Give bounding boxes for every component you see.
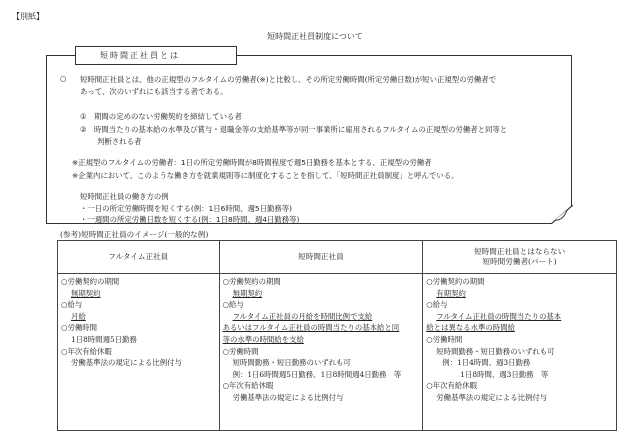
list-item: ○年次有給休暇 [426, 381, 478, 391]
cell-part-time [423, 274, 617, 431]
definition-label [75, 46, 237, 65]
list-item: 労働基準法の規定による比例付与 [436, 392, 548, 402]
list-item: フルタイム正社員の月給を時間比例で支給 [232, 311, 373, 321]
list-item: 短時間勤務・短日勤務のいずれも可 [436, 346, 555, 356]
list-item: 有期契約 [436, 288, 466, 298]
list-item: ○年次有給休暇 [61, 346, 112, 356]
lead-line-2: あって、次のいずれにも該当する者である。 [80, 87, 228, 96]
list-item: ○労働契約の期間 [426, 277, 485, 286]
definition-label-text: 短時間正社員とは [100, 51, 180, 60]
condition-item-2-line-2: 判断される者 [97, 137, 142, 146]
table-header-row [58, 241, 617, 274]
cell-fulltime [58, 274, 220, 431]
comparison-table [57, 240, 617, 431]
list-item: ○給与 [222, 300, 244, 310]
list-item: 労働基準法の規定による比例付与 [71, 358, 182, 368]
reference-subtitle: (参考)短時間正社員のイメージ(一般的な例) [60, 230, 209, 239]
list-item: フルタイム正社員の時間当たりの基本 [436, 311, 562, 321]
list-item: 等の水準の時間給を支給 [222, 334, 304, 344]
cell-short-time-regular [219, 274, 423, 431]
example-2: ・一週間の所定労働日数を短くする(例：1日8時間、週4日勤務等) [80, 215, 300, 224]
list-item: 月給 [71, 311, 86, 321]
header-part-time-line-1: 短時間正社員とはならない [474, 247, 566, 256]
header-fulltime: フルタイム正社員 [58, 241, 220, 274]
condition-item-1: ① 期間の定めのない労働契約を締結している者 [80, 112, 242, 121]
examples-title: 短時間正社員の働き方の例 [80, 192, 169, 201]
list-item: ○労働契約の期間 [222, 277, 281, 286]
page-title: 短時間正社員制度について [267, 32, 363, 41]
list-item: 短時間勤務・短日勤務のいずれも可 [232, 358, 351, 368]
note-1: ※正規型のフルタイムの労働者：1日の所定労働時間が8時間程度で週5日勤務を基本とする、正規型の労働者 [72, 158, 432, 167]
header-part-time [423, 241, 617, 274]
list-item: 例：1日4時間、週3日勤務 [442, 358, 531, 368]
list-item: ○給与 [426, 300, 448, 310]
list-item: 1日8時間、週3日勤務 等 [460, 369, 549, 379]
list-item: ○労働時間 [222, 346, 259, 356]
list-item: ○年次有給休暇 [222, 381, 274, 391]
header-short-time-regular: 短時間正社員 [219, 241, 423, 274]
header-part-time-line-2: 短時間労働者(パート) [482, 257, 557, 266]
list-item: 無期契約 [232, 288, 263, 298]
folded-corner-icon [551, 205, 573, 224]
lead-line-1: 短時間正社員とは、他の正規型のフルタイムの労働者(※)と比較し、その所定労働時間(所定労働日数)が短い正規型の労働者で [80, 75, 497, 84]
list-item: 例：1日6時間週5日勤務、1日8時間週4日勤務 等 [232, 369, 402, 379]
list-item: ○労働時間 [61, 323, 98, 333]
list-item: ○給与 [61, 300, 83, 310]
condition-item-2-line-1: ② 時間当たりの基本給の水準及び賞与・退職金等の支給基準等が同一事業所に雇用されるフルタイムの正規型の労働者と同等と [80, 125, 508, 134]
list-item: 給とは異なる水準の時間給 [426, 323, 515, 333]
list-item: 1日8時間週5日勤務 [71, 334, 137, 344]
list-item: あるいはフルタイム正社員の時間当たりの基本給と同 [222, 323, 400, 333]
example-1: ・一日の所定労働時間を短くする(例：1日6時間、週5日勤務等) [80, 204, 293, 213]
list-item: ○労働時間 [426, 334, 463, 344]
attachment-tag: 【別紙】 [12, 12, 44, 21]
list-item: 無期契約 [71, 288, 101, 298]
note-2: ※企業内において、このような働き方を就業規則等に制度化することを指して、「短時間正社員制度」と呼んでいる。 [72, 171, 459, 180]
lead-marker: ○ [60, 74, 67, 83]
list-item: ○労働契約の期間 [61, 277, 120, 286]
list-item: 労働基準法の規定による比例付与 [232, 392, 344, 402]
table-row [58, 274, 617, 431]
